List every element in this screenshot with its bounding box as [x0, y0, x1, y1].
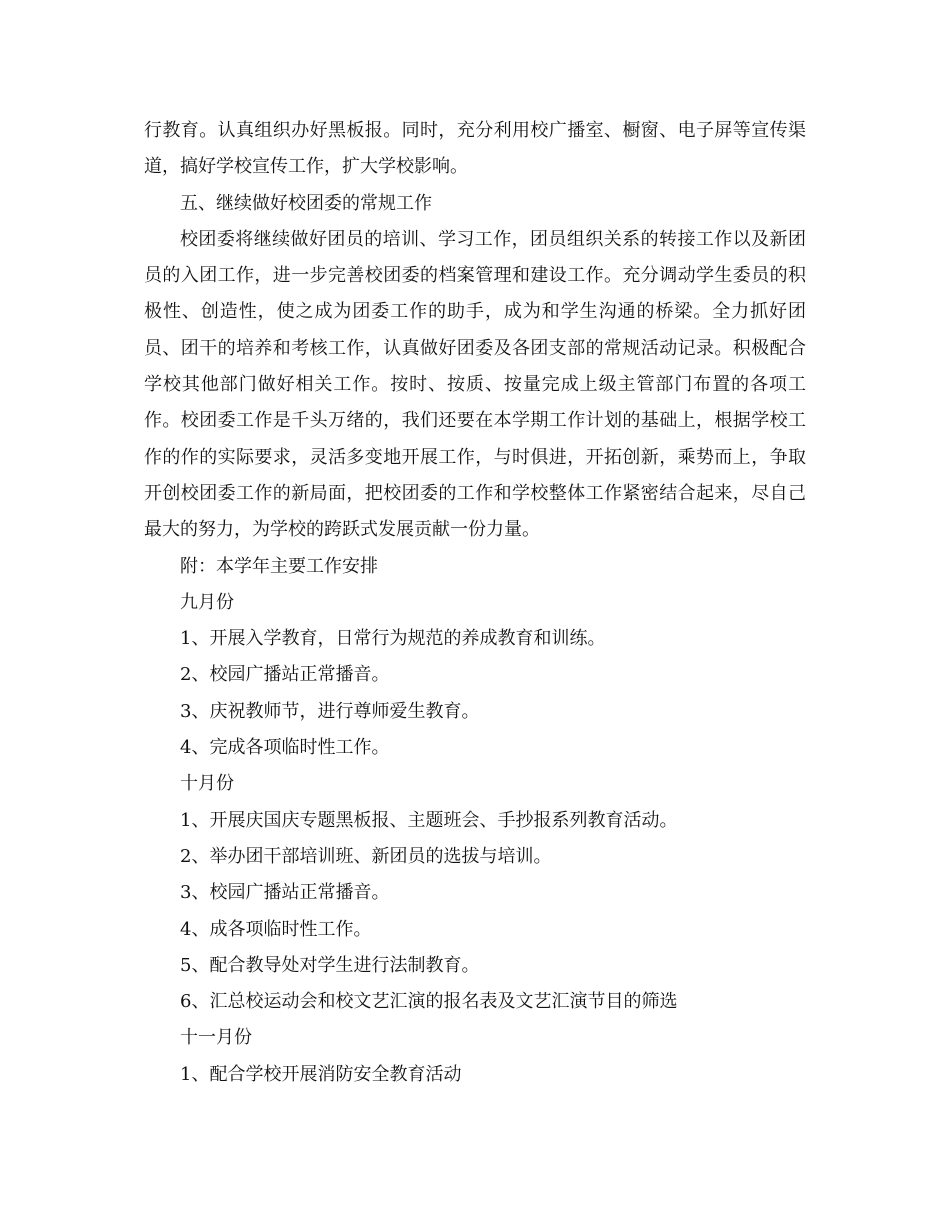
paragraph-routine-work: 校团委将继续做好团员的培训、学习工作，团员组织关系的转接工作以及新团员的入团工作，进一步完善校团委的档案管理和建设工作。充分调动学生委员的积极性、创造性，使之成为团委工作的助手，成为和学生沟通的桥梁。全力抓好团员、团干的培养和考核工作，认真做好团委及各团支部的常规活动记录。积极配合学校其他部门做好相关工作。按时、按质、按量完成上级主管部门布置的各项工作。校团委工作是千头万绪的，我们还要在本学期工作计划的基础上，根据学校工作的作的实际要求，灵活多变地开展工作，与时俱进，开拓创新，乘势而上，争取开创校团委工作的新局面，把校团委的工作和学校整体工作紧密结合起来，尽自己最大的努力，为学校的跨跃式发展贡献一份力量。 [144, 228, 806, 541]
list-item: 2、举办团干部培训班、新团员的选拔与培训。 [180, 845, 552, 867]
paragraph-publicity: 行教育。认真组织办好黑板报。同时，充分利用校广播室、橱窗、电子屏等宣传渠道，搞好学校宣传工作，扩大学校影响。 [144, 120, 806, 178]
list-item: 1、开展庆国庆专题黑板报、主题班会、手抄报系列教育活动。 [180, 809, 678, 831]
list-item: 4、完成各项临时性工作。 [180, 737, 390, 759]
list-item: 2、校园广播站正常播音。 [180, 664, 390, 686]
list-item: 3、庆祝教师节，进行尊师爱生教育。 [180, 700, 480, 722]
list-item: 6、汇总校运动会和校文艺汇演的报名表及文艺汇演节目的筛选 [180, 991, 678, 1013]
month-heading-october: 十月份 [180, 773, 234, 795]
list-item: 4、成各项临时性工作。 [180, 918, 372, 940]
list-item: 1、配合学校开展消防安全教育活动 [180, 1063, 462, 1085]
month-heading-november: 十一月份 [180, 1027, 252, 1049]
list-item: 5、配合教导处对学生进行法制教育。 [180, 954, 480, 976]
section-heading-routine-work: 五、继续做好校团委的常规工作 [180, 192, 432, 214]
month-heading-september: 九月份 [180, 591, 234, 613]
list-item: 3、校园广播站正常播音。 [180, 882, 390, 904]
list-item: 1、开展入学教育，日常行为规范的养成教育和训练。 [180, 628, 606, 650]
appendix-heading: 附：本学年主要工作安排 [180, 555, 378, 577]
document-body [144, 113, 806, 1093]
